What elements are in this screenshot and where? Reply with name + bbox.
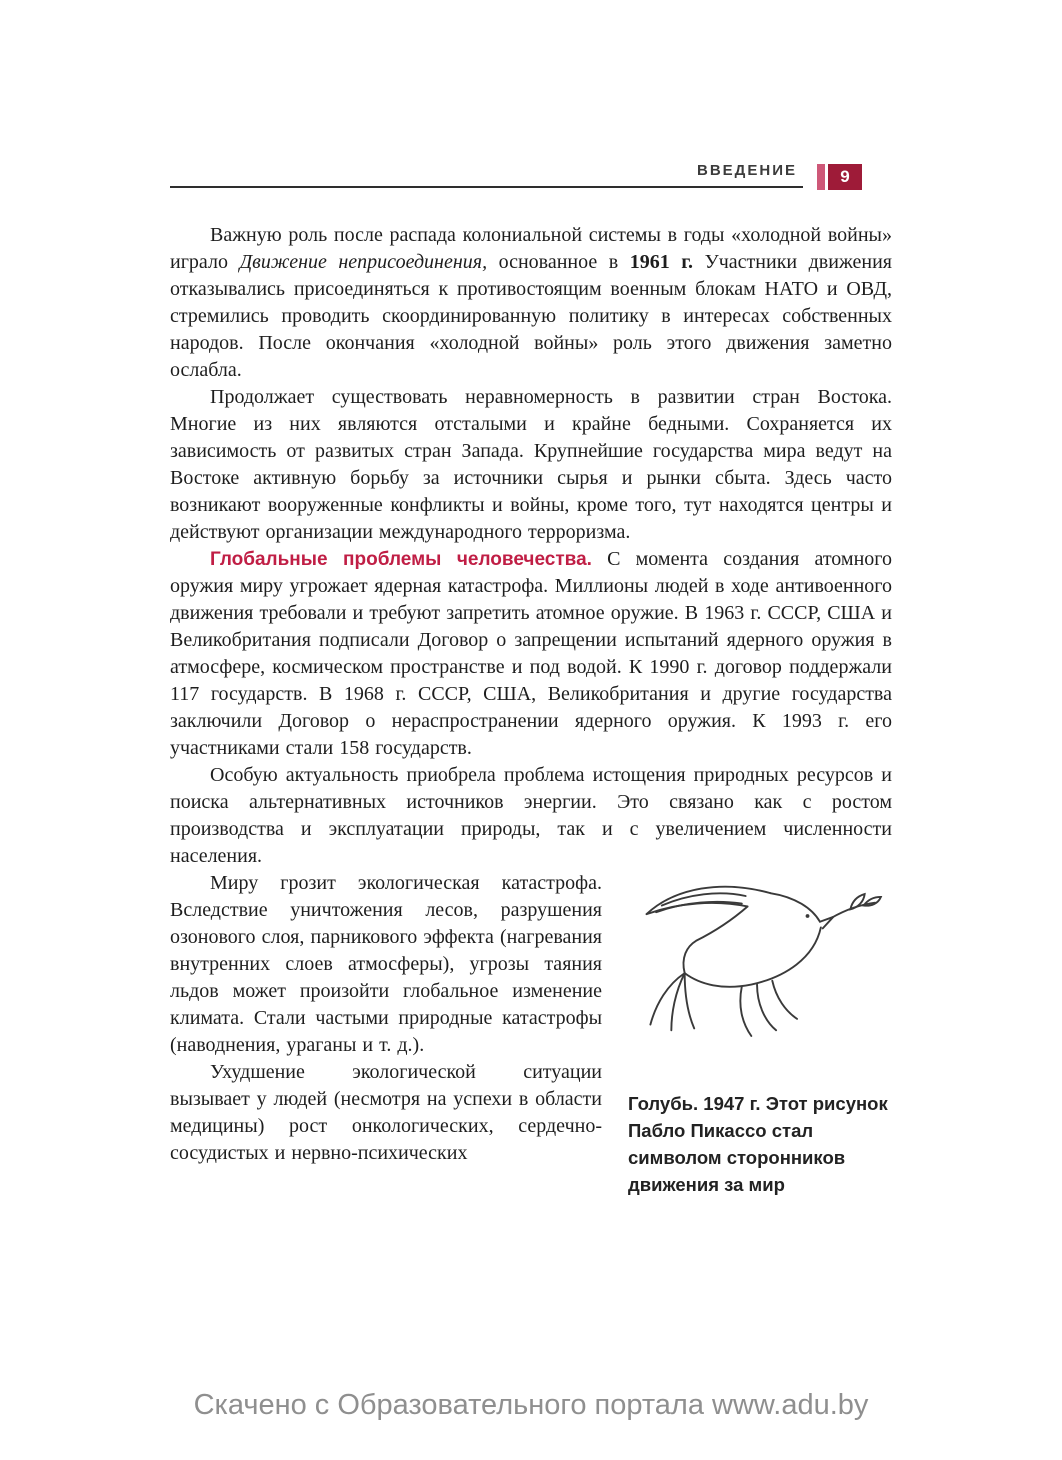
dove-line-drawing-icon [628, 876, 888, 1076]
figure-caption: Голубь. 1947 г. Этот рисунок Пабло Пикассо стал символом сторонников движения за мир [628, 1093, 888, 1195]
page-number: 9 [828, 164, 862, 190]
page-content [170, 222, 892, 1198]
paragraph: Особую актуальность приобрела проблема истощения природных ресурсов и поиска альтернативных источников энергии. Это связано как с ростом производства и эксплуатации природы, так и с увеличением численности населения. [170, 764, 892, 867]
text-figure-row [170, 870, 892, 1198]
badge-accent-bar [817, 164, 825, 190]
paragraph: Продолжает существовать неравномерность в развитии стран Востока. Многие из них являются отсталыми и крайне бедными. Сохраняется их зависимость от развитых стран Запада. Крупнейшие государства мира ведут на Востоке активную борьбу за источники сырья и рынки сбыта. Здесь часто возникают вооруженные конфликты и войны, кроме того, тут находятся центры и действуют организации международного терроризма. [170, 386, 892, 543]
paragraph: Важную роль после распада колониальной системы в годы «холодной войны» играло Движение неприсоединения, основанное в 1961 г. Участники движения отказывались присоединяться к противостоящим военным блокам НАТО и ОВД, стремились проводить скоординированную политику в интересах собственных народов. После окончания «холодной войны» роль этого движения заметно ослабла. [170, 224, 892, 381]
paragraph: Ухудшение экологической ситуации вызывает у людей (несмотря на успехи в области медицины) рост онкологических, сердечно-сосудистых и нервно-психических [170, 1061, 602, 1164]
paragraph: Миру грозит экологическая катастрофа. Вследствие уничтожения лесов, разрушения озонового слоя, парникового эффекта (нагревания внутренних слоев атмосферы), угрозы таяния льдов может произойти глобальное изменение климата. Стали частыми природные катастрофы (наводнения, ураганы и т. д.). [170, 872, 602, 1056]
watermark-text: Скачено с Образовательного портала www.adu.by [193, 1389, 869, 1421]
page-header [170, 162, 862, 188]
dove-figure [628, 870, 892, 1198]
section-title: ВВЕДЕНИЕ [697, 162, 797, 179]
header-rule [170, 162, 803, 188]
watermark-footer [0, 1389, 1062, 1422]
paragraph: Глобальные проблемы человечества. С момента создания атомного оружия миру угрожает ядерная катастрофа. Миллионы людей в ходе антивоенного движения требовали и требуют запретить атомное оружие. В 1963 г. СССР, США и Великобритания подписали Договор о запрещении испытаний ядерного оружия в атмосфере, космическом пространстве и под водой. К 1990 г. договор поддержали 117 государств. В 1968 г. СССР, США, Великобритания и другие государства заключили Договор о нераспространении ядерного оружия. К 1993 г. его участниками стали 158 государств. [170, 548, 892, 759]
page-number-badge [817, 164, 862, 190]
left-text-column [170, 870, 602, 1198]
